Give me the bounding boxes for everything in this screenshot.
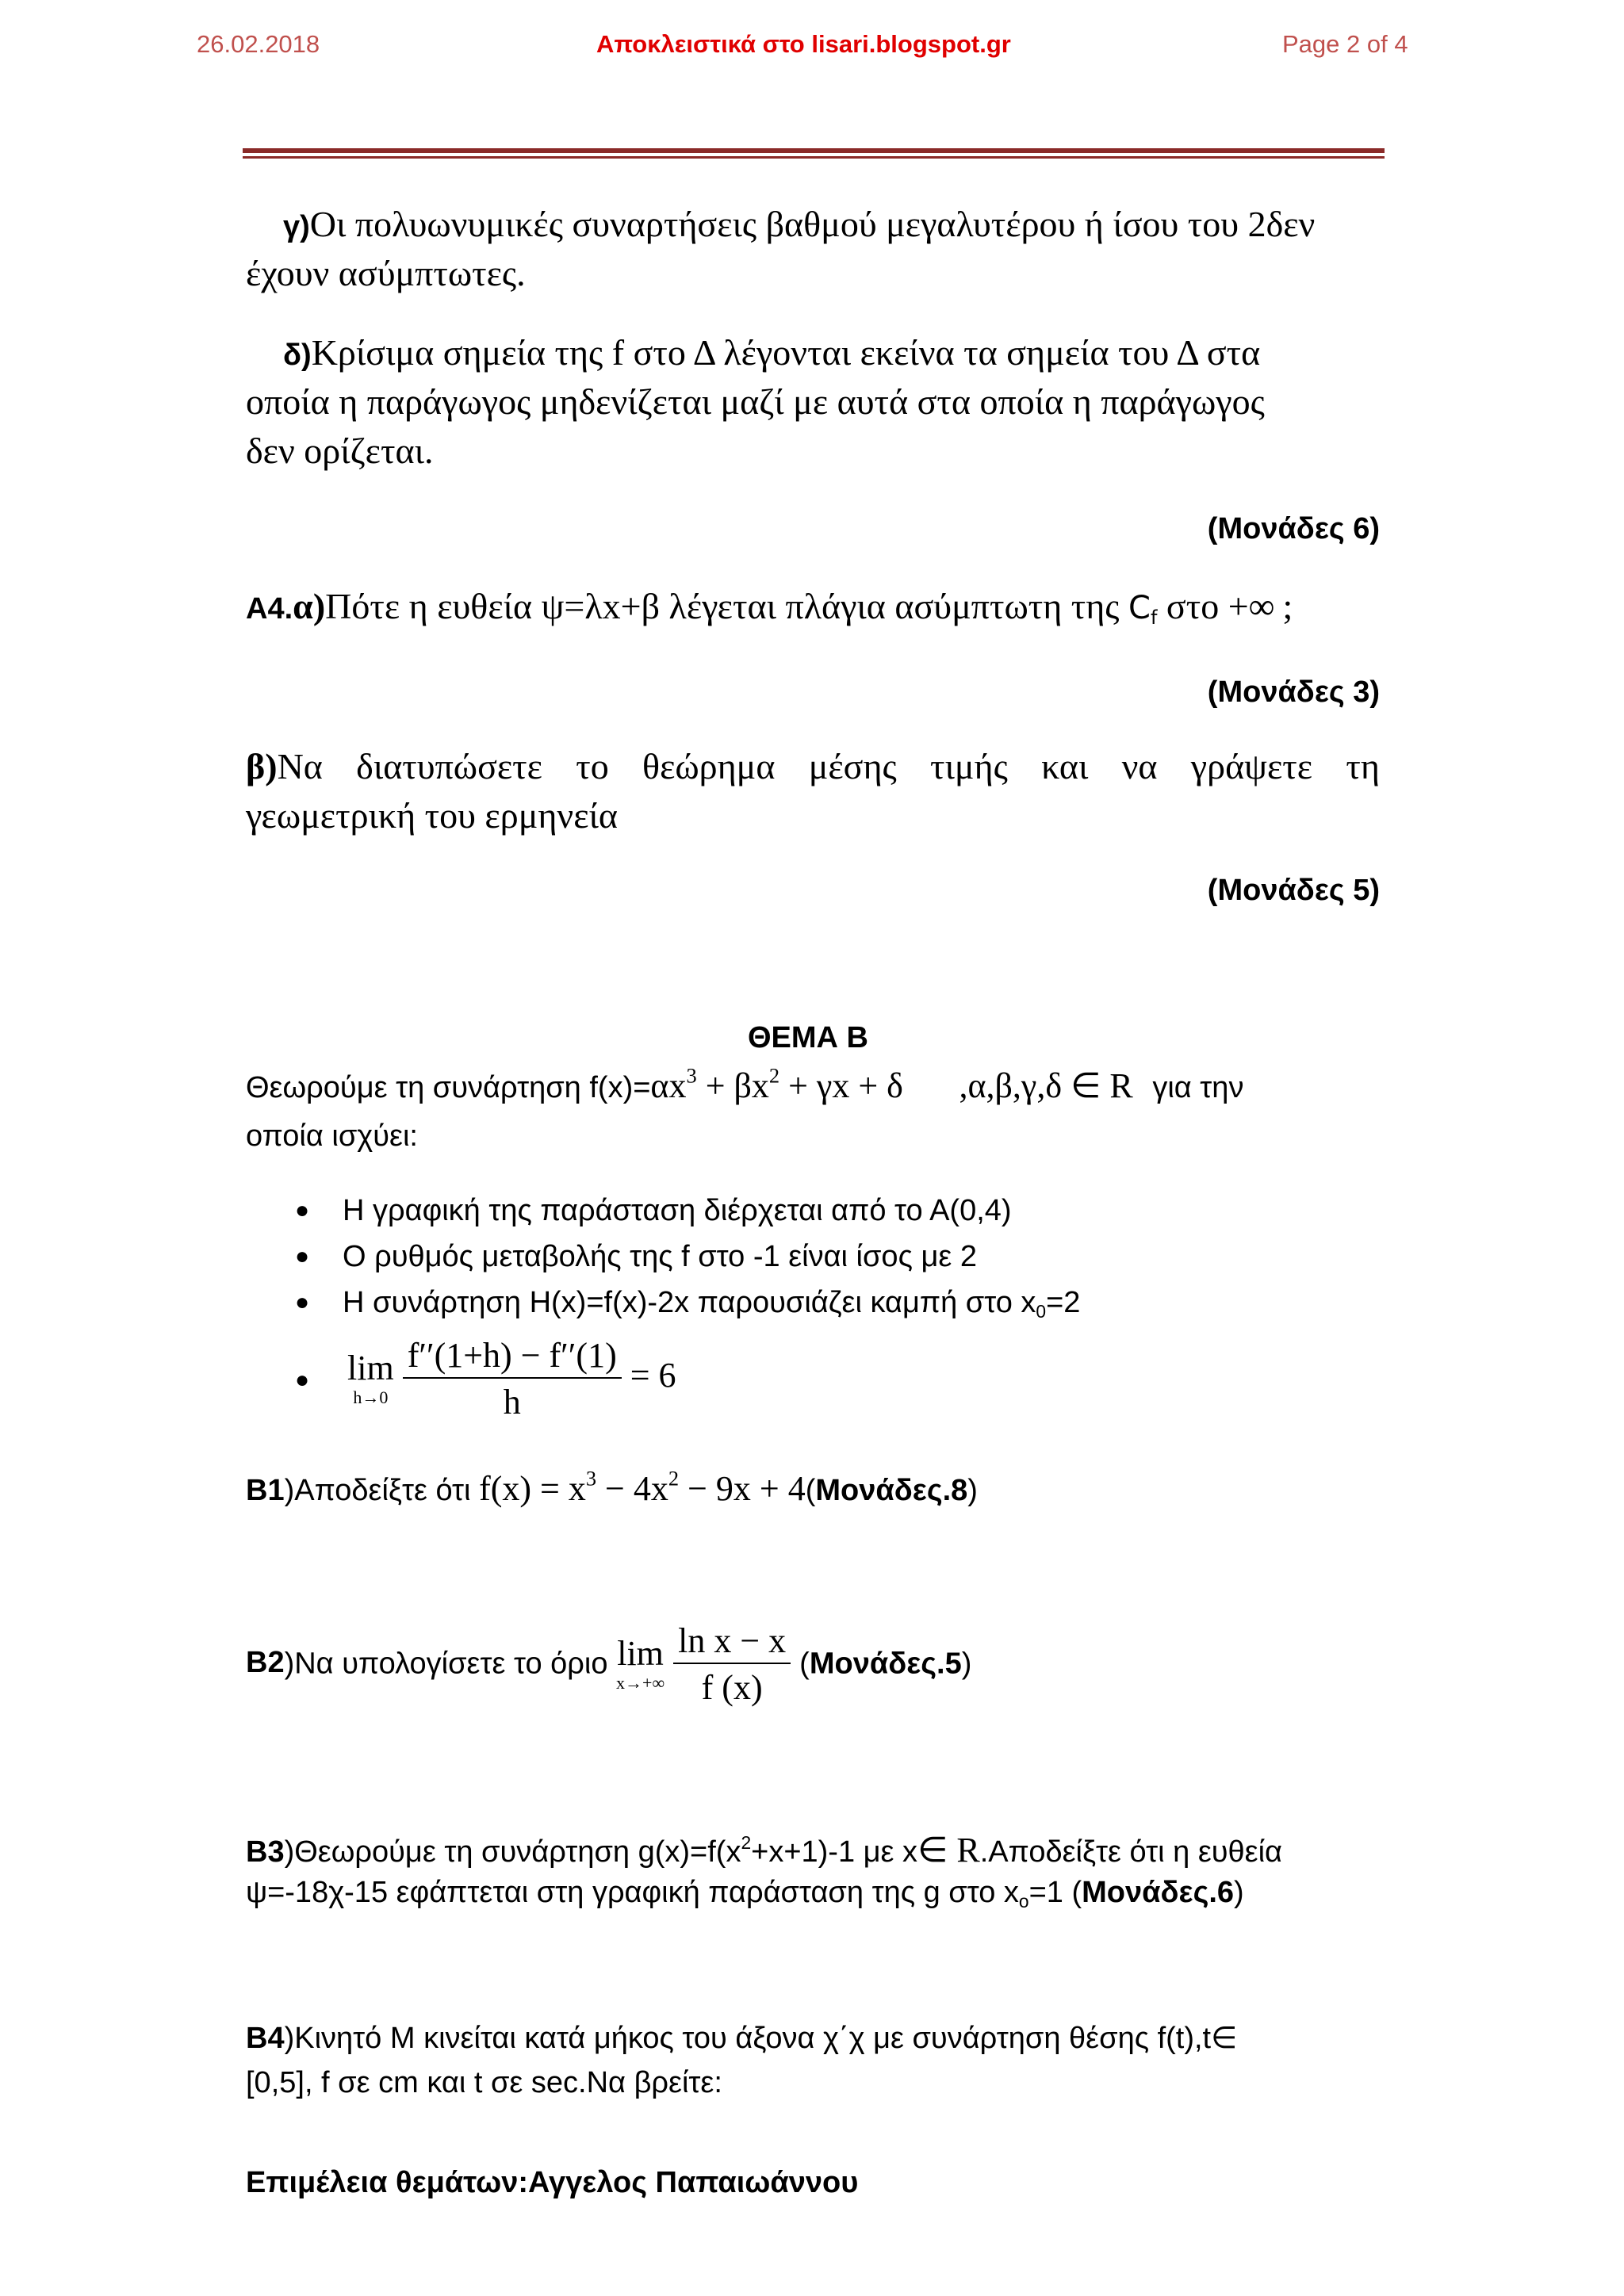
- header-date: 26.02.2018: [197, 30, 320, 58]
- item-a4-text: Πότε η ευθεία ψ=λx+β λέγεται πλάγια ασύμπτωτη της: [325, 586, 1120, 626]
- header-rule-top: [243, 148, 1385, 153]
- question-b4-line1: Β4)Κινητό Μ κινείται κατά μήκος του άξονα χ΄χ με συνάρτηση θέσης f(t),t∈: [246, 2022, 1238, 2055]
- footer-credit: Επιμέλεια θεμάτων:Αγγελος Παπαιωάννου: [246, 2166, 859, 2199]
- item-beta-line2: γεωμετρική του ερμηνεία: [246, 795, 619, 836]
- item-gamma-text: Οι πολυωνυμικές συναρτήσεις βαθμού μεγαλυτέρου ή ίσου του 2δεν: [309, 204, 1316, 244]
- bullet-1: Η γραφική της παράσταση διέρχεται από το Α(0,4): [343, 1194, 1012, 1227]
- item-a4-text2: στο: [1166, 586, 1220, 626]
- item-delta-line1: [283, 331, 1260, 373]
- bullet-2: Ο ρυθμός μεταβολής της f στο -1 είναι ίσος με 2: [343, 1240, 977, 1273]
- item-a4-alpha: [246, 585, 1293, 627]
- question-b2-limit: [616, 1621, 799, 1707]
- item-gamma-line1: [283, 203, 1315, 245]
- marks-6: (Μονάδες 6): [1207, 512, 1380, 545]
- question-b2-text: )Να υπολογίσετε το όριο: [284, 1647, 608, 1681]
- item-delta-text: Κρίσιμα σημεία της f στο Δ λέγονται εκείνα τα σημεία του Δ στα: [311, 332, 1261, 373]
- item-beta-word: και: [1041, 746, 1089, 786]
- item-gamma-label: γ): [283, 210, 310, 243]
- header-site-link[interactable]: Αποκλειστικά στο lisari.blogspot.gr: [596, 30, 1011, 58]
- question-b1-text: )Αποδείξτε ότι: [284, 1474, 471, 1507]
- thema-b-intro: [246, 1063, 1244, 1106]
- limit-fraction: $\frac{f''(1+h) - f''(1)}{h}$: [403, 1335, 622, 1422]
- limit-operator: lim x→+∞: [616, 1634, 665, 1693]
- header-page-number: Page 2 of 4: [1282, 30, 1408, 58]
- bullet-4-limit: [347, 1335, 676, 1422]
- question-b1-marks: (Μονάδες.8): [805, 1474, 978, 1507]
- question-b2-marks: (Μονάδες.5): [799, 1647, 972, 1681]
- bullet-dot: ●: [295, 1243, 310, 1269]
- question-b1-formula: $f(x) = x^3 - 4x^2 - 9x + 4$: [479, 1466, 806, 1508]
- item-a4-qmark: ;: [1282, 586, 1293, 626]
- header-rule-bottom: [243, 156, 1385, 159]
- limit-fraction: $\frac{\text{ln x − x}}{f (x)}$: [673, 1621, 791, 1708]
- item-beta-word: τη: [1346, 746, 1380, 786]
- marks-5: (Μονάδες 5): [1207, 874, 1380, 907]
- bullet-dot: ●: [295, 1367, 310, 1393]
- question-b4-line2: [0,5], f σε cm και t σε sec.Να βρείτε:: [246, 2066, 722, 2099]
- thema-b-intro-text: Θεωρούμε τη συνάρτηση f(x)=: [246, 1071, 651, 1104]
- item-a4-label: Α4.: [246, 592, 293, 626]
- item-beta-word: β)Να: [246, 746, 323, 786]
- bullet-dot: ●: [295, 1289, 310, 1315]
- question-b2: [246, 1621, 971, 1708]
- item-a4-sublabel: α): [293, 586, 326, 626]
- thema-b-intro-line2: οποία ισχύει:: [246, 1119, 418, 1153]
- limit-operator: lim h→0: [347, 1349, 394, 1407]
- question-b3-line2: ψ=-18χ-15 εφάπτεται στη γραφική παράσταση της g στο $x_o=1$ (Μονάδες.6): [246, 1876, 1244, 1911]
- item-beta-word: γράψετε: [1190, 746, 1313, 786]
- thema-b-params: ,α,β,γ,δ ∈ R: [959, 1066, 1133, 1105]
- item-delta-line2: οποία η παράγωγος μηδενίζεται μαζί με αυτά στα οποία η παράγωγος: [246, 381, 1265, 422]
- item-beta-word: διατυπώσετε: [356, 746, 542, 786]
- marks-3: (Μονάδες 3): [1207, 675, 1380, 709]
- item-beta-word: θεώρημα: [642, 746, 776, 786]
- item-beta-word: να: [1121, 746, 1158, 786]
- bullet-dot: ●: [295, 1197, 310, 1223]
- item-beta-word: τιμής: [930, 746, 1008, 786]
- question-b3-label: Β3: [246, 1835, 285, 1869]
- thema-b-for-which: για την: [1152, 1071, 1244, 1104]
- question-b2-label: Β2: [246, 1646, 285, 1680]
- question-b1: [246, 1468, 978, 1509]
- thema-b-function: $\alpha x^3 + \beta x^2 + \gamma x + \delta$: [650, 1063, 903, 1105]
- item-delta-label: δ): [283, 339, 312, 372]
- item-delta-line3: δεν ορίζεται.: [246, 430, 434, 471]
- question-b3-line1: Β3)Θεωρούμε τη συνάρτηση $g(x)=f(x^2+x+1)-1$ με x∈ R.Αποδείξτε ότι η ευθεία: [246, 1831, 1283, 1869]
- item-a4-infinity: +∞: [1228, 586, 1275, 626]
- bullet-3: Η συνάρτηση H(x)=f(x)-2x παρουσιάζει καμπή στο $x_0=2$: [343, 1286, 1081, 1322]
- item-beta-word: το: [576, 746, 609, 786]
- item-a4-cf: $C_f$: [1128, 590, 1158, 629]
- question-b3-marks: (Μονάδες.6): [1071, 1876, 1244, 1909]
- item-beta-label: β): [246, 746, 278, 786]
- item-beta-word: μέσης: [808, 746, 897, 786]
- question-b1-label: Β1: [246, 1474, 285, 1507]
- item-gamma-line2: έχουν ασύμπτωτες.: [246, 253, 526, 293]
- limit-equals: = 6: [630, 1356, 676, 1395]
- question-b4-label: Β4: [246, 2022, 285, 2055]
- item-beta-line1: [246, 745, 1380, 787]
- section-title-thema-b: ΘΕΜΑ Β: [748, 1021, 868, 1054]
